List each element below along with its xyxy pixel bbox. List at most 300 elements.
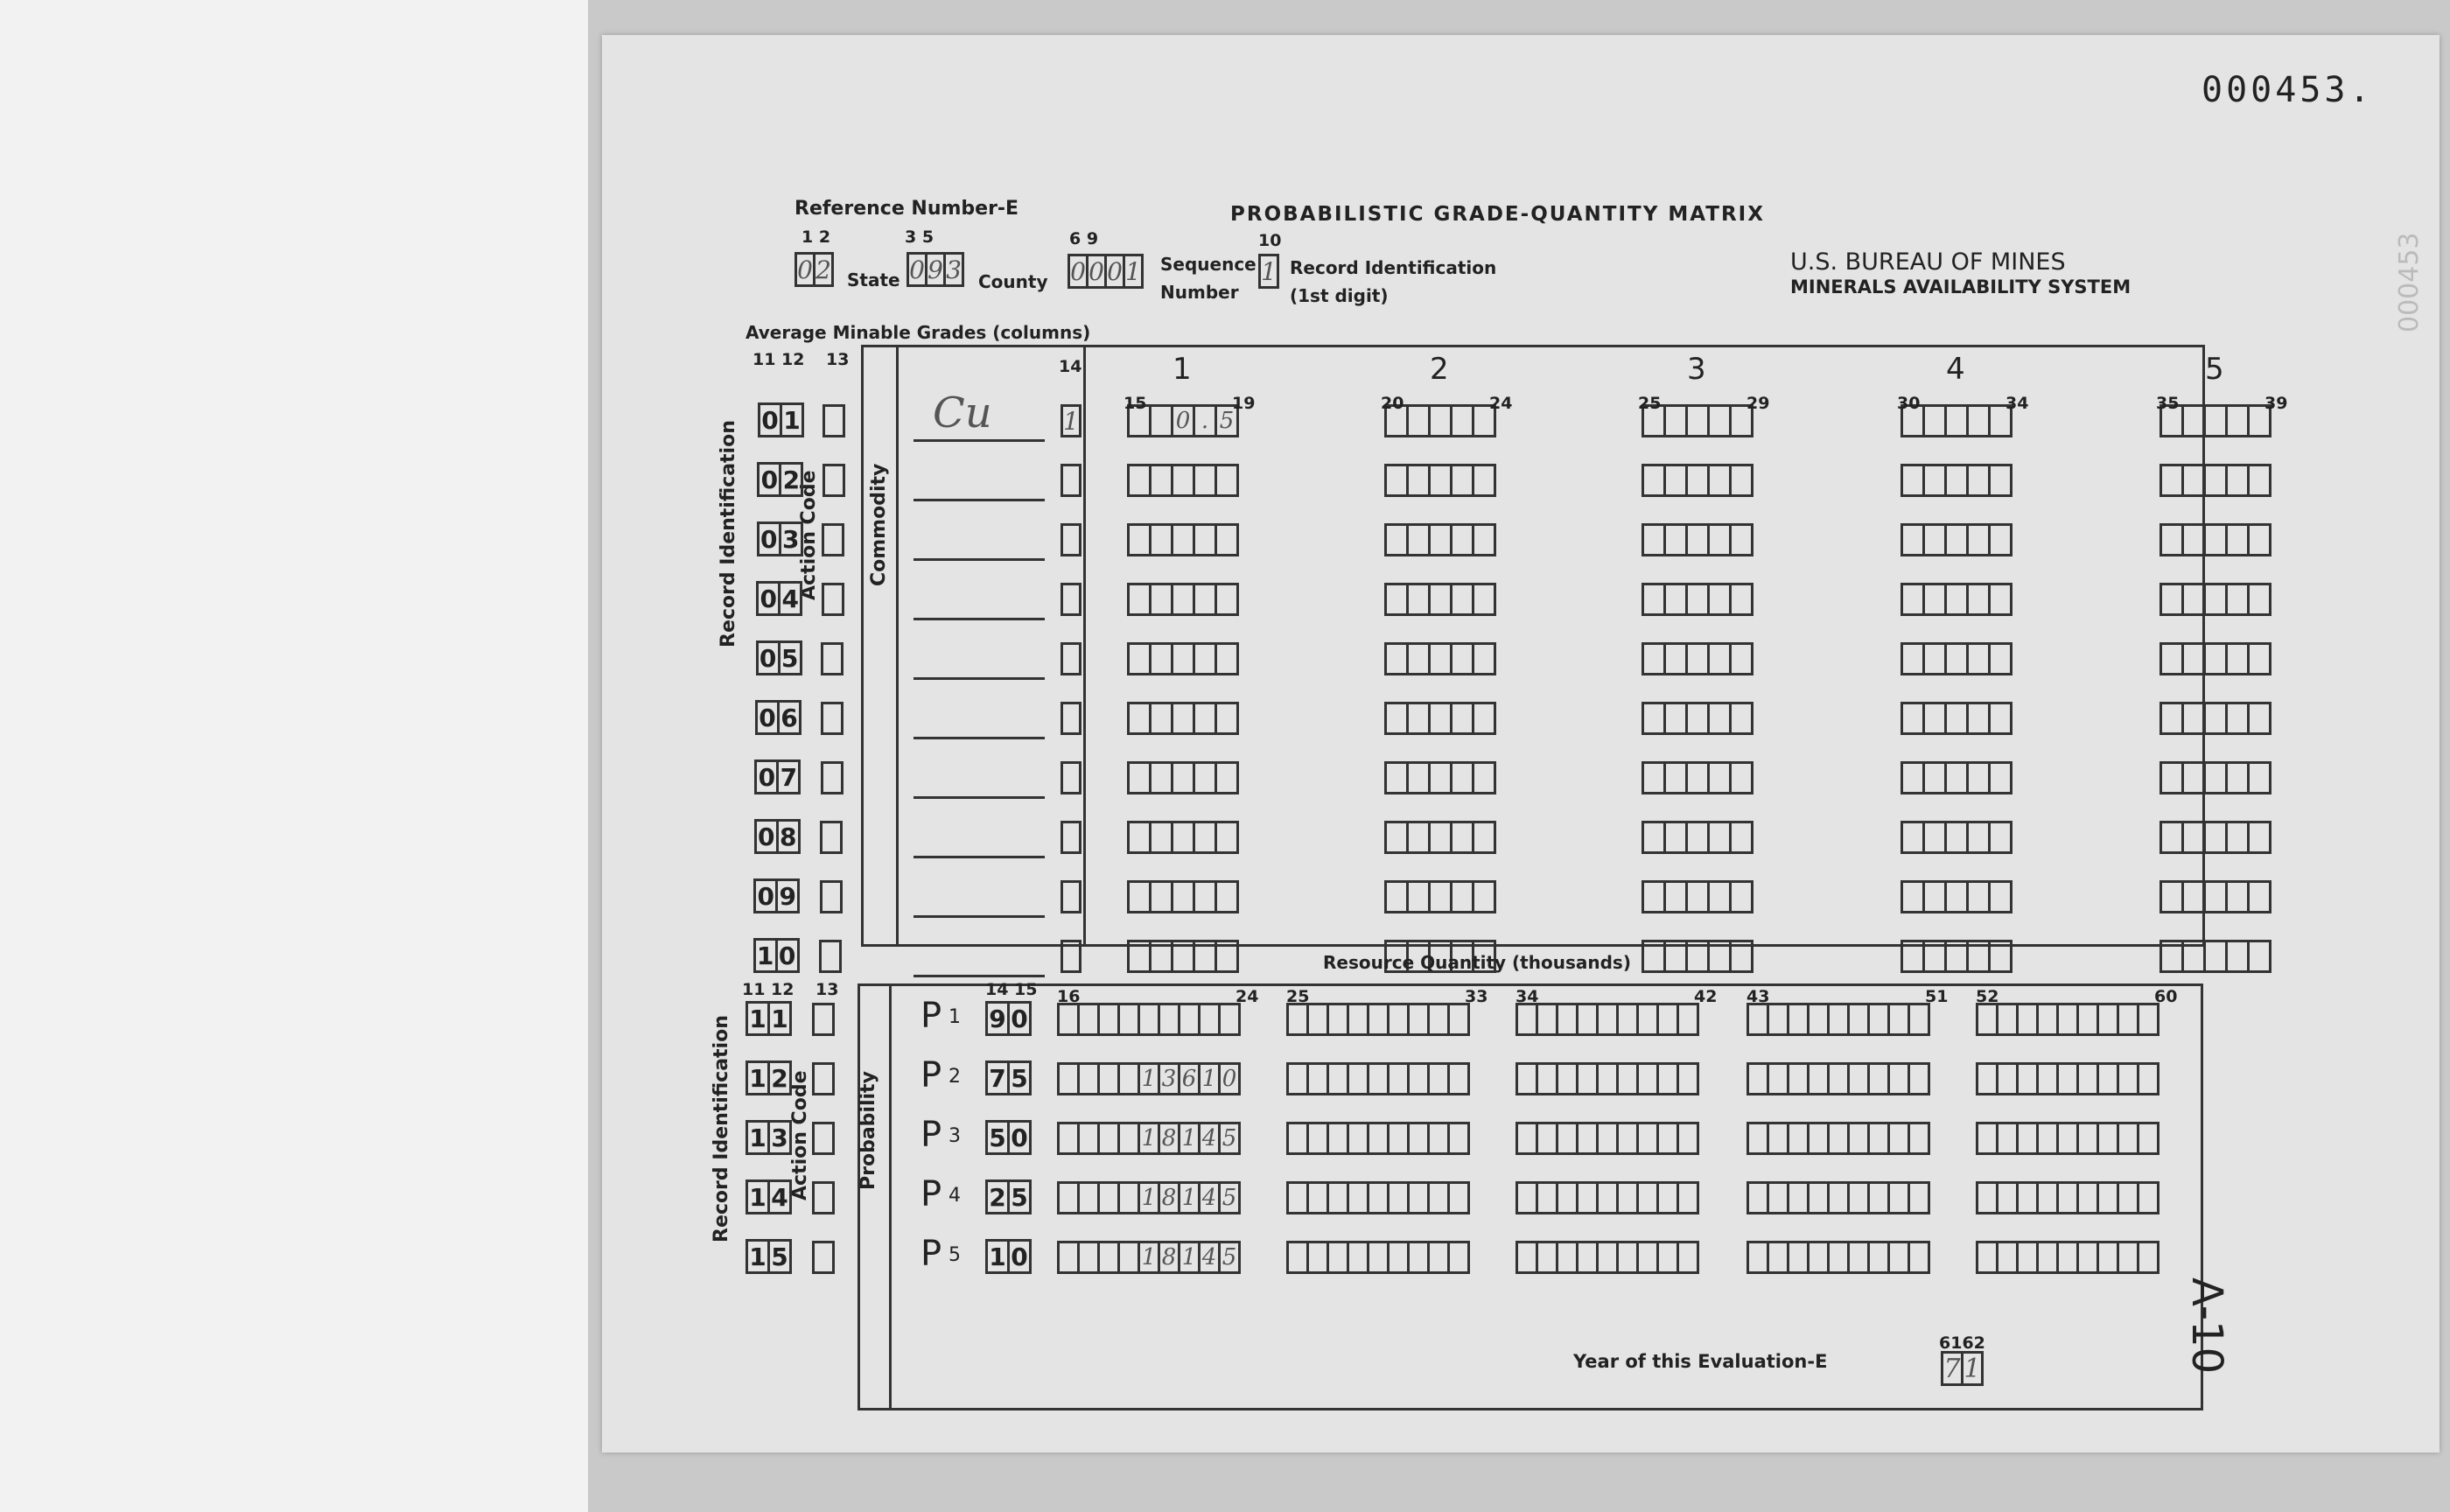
grade-cell[interactable] (2247, 821, 2272, 854)
grade-cell[interactable] (2225, 404, 2250, 438)
grade-cell[interactable] (1193, 821, 1217, 854)
quantity-action-code-box[interactable] (812, 1181, 835, 1214)
grade-cell[interactable] (1944, 642, 1969, 676)
grade-cell[interactable] (2225, 523, 2250, 556)
grade-cell[interactable] (2160, 761, 2184, 794)
quantity-cell[interactable]: 1 (1178, 1122, 1200, 1155)
grade-cell[interactable] (1707, 940, 1732, 973)
grade-field[interactable] (1642, 761, 1754, 794)
grade-cell[interactable] (1406, 523, 1431, 556)
grade-field[interactable] (1642, 642, 1754, 676)
grade-cell[interactable] (1384, 523, 1409, 556)
sequence-cell[interactable]: 1 (1123, 254, 1144, 289)
grade-cell[interactable] (1729, 821, 1754, 854)
grade-cell[interactable] (1729, 523, 1754, 556)
quantity-field[interactable] (1746, 1062, 1930, 1096)
quantity-cell[interactable]: 1 (1138, 1241, 1160, 1274)
grade-field[interactable] (1900, 464, 2012, 497)
grade-cell[interactable] (1642, 821, 1666, 854)
grade-field[interactable] (1384, 583, 1496, 616)
grade-field[interactable] (1642, 583, 1754, 616)
grade-cell[interactable] (2247, 583, 2272, 616)
grade-cell[interactable] (1944, 583, 1969, 616)
grade-field[interactable] (2160, 583, 2272, 616)
grade-cell[interactable] (1472, 880, 1496, 914)
grade-cell[interactable] (1900, 880, 1925, 914)
grade-action-code-box[interactable] (821, 642, 844, 676)
grade-cell[interactable] (1642, 880, 1666, 914)
grade-cell[interactable] (1406, 404, 1431, 438)
grade-cell[interactable] (1428, 464, 1452, 497)
grade-cell[interactable] (1149, 583, 1173, 616)
grade-cell[interactable] (2181, 702, 2206, 735)
county-cell[interactable]: 9 (925, 252, 946, 287)
grade-cell[interactable] (1966, 880, 1991, 914)
commodity-entry-line[interactable] (914, 975, 1045, 977)
commodity-entry-line[interactable] (914, 677, 1045, 680)
grade-cell[interactable] (1944, 821, 1969, 854)
commodity-code-box[interactable] (1060, 583, 1082, 616)
commodity-entry-line[interactable] (914, 439, 1045, 442)
grade-cell[interactable] (1944, 523, 1969, 556)
grade-field[interactable] (1384, 702, 1496, 735)
grade-field[interactable] (1127, 523, 1239, 556)
commodity-code-box[interactable] (1060, 523, 1082, 556)
grade-cell[interactable] (1685, 583, 1710, 616)
grade-cell[interactable] (1127, 880, 1152, 914)
grade-cell[interactable] (1214, 642, 1239, 676)
grade-cell[interactable] (1450, 821, 1474, 854)
grade-cell[interactable] (2160, 821, 2184, 854)
grade-action-code-box[interactable] (821, 761, 844, 794)
quantity-cell[interactable] (1908, 1181, 1930, 1214)
grade-cell[interactable] (1988, 583, 2012, 616)
grade-cell[interactable] (2247, 702, 2272, 735)
grade-cell[interactable] (1944, 880, 1969, 914)
grade-cell[interactable] (1450, 702, 1474, 735)
grade-action-code-box[interactable] (820, 880, 843, 914)
grade-cell[interactable]: 5 (1214, 404, 1239, 438)
grade-cell[interactable] (1472, 523, 1496, 556)
quantity-field[interactable] (1286, 1181, 1470, 1214)
grade-cell[interactable] (1944, 404, 1969, 438)
grade-cell[interactable] (2203, 880, 2228, 914)
grade-cell[interactable] (2247, 642, 2272, 676)
quantity-cell[interactable] (1447, 1062, 1470, 1096)
quantity-field[interactable] (1976, 1062, 2160, 1096)
quantity-action-code-box[interactable] (812, 1003, 835, 1036)
quantity-cell[interactable] (2137, 1241, 2160, 1274)
grade-cell[interactable] (1663, 761, 1688, 794)
grade-cell[interactable] (1384, 702, 1409, 735)
quantity-cell[interactable] (2137, 1181, 2160, 1214)
grade-cell[interactable] (1428, 642, 1452, 676)
grade-field[interactable] (1642, 940, 1754, 973)
grade-cell[interactable] (1127, 940, 1152, 973)
grade-cell[interactable] (1149, 880, 1173, 914)
grade-cell[interactable] (1663, 404, 1688, 438)
grade-cell[interactable] (2160, 523, 2184, 556)
grade-cell[interactable] (1663, 821, 1688, 854)
grade-cell[interactable] (2181, 523, 2206, 556)
grade-cell[interactable] (1966, 583, 1991, 616)
grade-field[interactable] (1127, 583, 1239, 616)
grade-field[interactable] (1127, 940, 1239, 973)
grade-cell[interactable] (1642, 761, 1666, 794)
grade-cell[interactable] (1642, 583, 1666, 616)
grade-field[interactable] (1384, 642, 1496, 676)
grade-cell[interactable] (1406, 642, 1431, 676)
grade-cell[interactable] (2203, 761, 2228, 794)
grade-cell[interactable] (1663, 642, 1688, 676)
grade-cell[interactable] (1988, 523, 2012, 556)
grade-action-code-box[interactable] (822, 464, 845, 497)
grade-cell[interactable] (2181, 404, 2206, 438)
commodity-code-box[interactable] (1060, 821, 1082, 854)
grade-field[interactable] (1900, 523, 2012, 556)
grade-cell[interactable] (1685, 702, 1710, 735)
commodity-entry-line[interactable] (914, 558, 1045, 561)
grade-field[interactable] (1642, 523, 1754, 556)
grade-cell[interactable] (1127, 761, 1152, 794)
grade-cell[interactable] (1171, 464, 1195, 497)
grade-cell[interactable] (1406, 464, 1431, 497)
grade-cell[interactable] (1193, 523, 1217, 556)
grade-cell[interactable] (2247, 940, 2272, 973)
quantity-field[interactable] (1746, 1181, 1930, 1214)
state-field[interactable] (794, 252, 834, 287)
grade-cell[interactable] (1193, 464, 1217, 497)
grade-cell[interactable] (1642, 940, 1666, 973)
grade-cell[interactable] (1428, 702, 1452, 735)
grade-cell[interactable] (1685, 642, 1710, 676)
quantity-field[interactable] (1976, 1003, 2160, 1036)
quantity-cell[interactable]: 5 (1218, 1122, 1241, 1155)
commodity-entry-line[interactable] (914, 737, 1045, 739)
grade-cell[interactable] (1685, 940, 1710, 973)
grade-cell[interactable] (1729, 583, 1754, 616)
grade-cell[interactable] (1707, 702, 1732, 735)
quantity-field[interactable] (1976, 1122, 2160, 1155)
grade-cell[interactable] (2225, 880, 2250, 914)
grade-cell[interactable] (1922, 583, 1947, 616)
grade-cell[interactable] (1988, 880, 2012, 914)
grade-cell[interactable] (1149, 404, 1173, 438)
quantity-cell[interactable]: 5 (1218, 1241, 1241, 1274)
quantity-cell[interactable] (2137, 1003, 2160, 1036)
quantity-field[interactable] (1516, 1181, 1699, 1214)
grade-cell[interactable] (1900, 821, 1925, 854)
grade-cell[interactable] (1428, 761, 1452, 794)
grade-cell[interactable] (1450, 761, 1474, 794)
quantity-field[interactable] (1516, 1122, 1699, 1155)
grade-cell[interactable] (1922, 523, 1947, 556)
quantity-field[interactable] (1286, 1062, 1470, 1096)
quantity-cell[interactable] (2137, 1062, 2160, 1096)
grade-cell[interactable] (1922, 464, 1947, 497)
quantity-cell[interactable]: 1 (1178, 1181, 1200, 1214)
grade-cell[interactable] (2160, 583, 2184, 616)
quantity-cell[interactable]: 4 (1198, 1241, 1221, 1274)
grade-cell[interactable] (1171, 761, 1195, 794)
commodity-code-box[interactable] (1060, 642, 1082, 676)
commodity-code-box[interactable] (1060, 761, 1082, 794)
grade-cell[interactable] (2225, 940, 2250, 973)
grade-cell[interactable] (2181, 880, 2206, 914)
grade-cell[interactable] (2225, 642, 2250, 676)
grade-cell[interactable] (1450, 464, 1474, 497)
quantity-cell[interactable] (1908, 1003, 1930, 1036)
grade-cell[interactable] (1729, 464, 1754, 497)
quantity-field[interactable] (1057, 1122, 1241, 1155)
grade-cell[interactable] (1966, 464, 1991, 497)
grade-cell[interactable] (1966, 702, 1991, 735)
grade-cell[interactable] (1707, 523, 1732, 556)
quantity-field[interactable] (1746, 1003, 1930, 1036)
commodity-entry-line[interactable] (914, 499, 1045, 501)
grade-cell[interactable] (1214, 940, 1239, 973)
quantity-field[interactable] (1057, 1003, 1241, 1036)
quantity-action-code-box[interactable] (812, 1122, 835, 1155)
quantity-action-code-box[interactable] (812, 1062, 835, 1096)
grade-field[interactable] (1642, 702, 1754, 735)
grade-cell[interactable] (2160, 642, 2184, 676)
grade-cell[interactable] (1707, 404, 1732, 438)
grade-cell[interactable] (2181, 940, 2206, 973)
grade-cell[interactable] (1966, 761, 1991, 794)
grade-cell[interactable] (2203, 404, 2228, 438)
grade-field[interactable] (1384, 464, 1496, 497)
grade-cell[interactable] (1171, 583, 1195, 616)
quantity-field[interactable] (1516, 1062, 1699, 1096)
quantity-field[interactable] (1516, 1241, 1699, 1274)
grade-cell[interactable] (2203, 702, 2228, 735)
grade-cell[interactable] (1450, 642, 1474, 676)
grade-cell[interactable] (2181, 821, 2206, 854)
grade-cell[interactable] (1149, 464, 1173, 497)
sequence-field[interactable] (1068, 254, 1144, 289)
grade-cell[interactable] (1450, 880, 1474, 914)
grade-action-code-box[interactable] (822, 523, 844, 556)
grade-cell[interactable] (1450, 404, 1474, 438)
grade-cell[interactable] (1922, 821, 1947, 854)
grade-cell[interactable] (1922, 880, 1947, 914)
grade-cell[interactable] (2203, 523, 2228, 556)
grade-cell[interactable] (1127, 642, 1152, 676)
quantity-cell[interactable] (2137, 1122, 2160, 1155)
grade-cell[interactable] (1663, 464, 1688, 497)
quantity-cell[interactable]: 4 (1198, 1181, 1221, 1214)
grade-cell[interactable] (1171, 523, 1195, 556)
grade-cell[interactable] (1214, 702, 1239, 735)
grade-cell[interactable] (1685, 761, 1710, 794)
grade-cell[interactable] (2203, 642, 2228, 676)
quantity-field[interactable] (1057, 1181, 1241, 1214)
quantity-cell[interactable]: 0 (1218, 1062, 1241, 1096)
county-cell[interactable]: 0 (906, 252, 928, 287)
state-cell[interactable]: 0 (794, 252, 816, 287)
grade-cell[interactable] (1406, 880, 1431, 914)
grade-cell[interactable] (2225, 702, 2250, 735)
county-cell[interactable]: 3 (943, 252, 964, 287)
grade-cell[interactable] (1685, 404, 1710, 438)
commodity-code-box[interactable] (1060, 702, 1082, 735)
quantity-field[interactable] (1746, 1241, 1930, 1274)
quantity-field[interactable] (1976, 1181, 2160, 1214)
grade-cell[interactable] (1988, 761, 2012, 794)
grade-cell[interactable] (1707, 464, 1732, 497)
grade-cell[interactable] (1428, 821, 1452, 854)
grade-cell[interactable] (1988, 821, 2012, 854)
quantity-cell[interactable]: 1 (1138, 1181, 1160, 1214)
quantity-cell[interactable] (1447, 1122, 1470, 1155)
grade-cell[interactable] (1384, 880, 1409, 914)
grade-cell[interactable] (1900, 464, 1925, 497)
grade-cell[interactable] (1149, 940, 1173, 973)
grade-cell[interactable] (2203, 940, 2228, 973)
quantity-field[interactable] (1976, 1241, 2160, 1274)
grade-cell[interactable] (1900, 702, 1925, 735)
quantity-action-code-box[interactable] (812, 1241, 835, 1274)
grade-field[interactable] (1384, 880, 1496, 914)
commodity-code-box[interactable]: 1 (1060, 404, 1082, 438)
quantity-field[interactable] (1286, 1003, 1470, 1036)
grade-field[interactable] (1900, 880, 2012, 914)
grade-action-code-box[interactable] (820, 821, 843, 854)
grade-field[interactable] (1127, 821, 1239, 854)
grade-cell[interactable] (1406, 821, 1431, 854)
quantity-field[interactable] (1286, 1122, 1470, 1155)
grade-field[interactable] (1900, 583, 2012, 616)
grade-cell[interactable] (1966, 940, 1991, 973)
grade-cell[interactable] (1900, 583, 1925, 616)
grade-cell[interactable] (1685, 821, 1710, 854)
grade-cell[interactable] (1127, 821, 1152, 854)
grade-field[interactable] (1127, 761, 1239, 794)
grade-cell[interactable] (1384, 464, 1409, 497)
grade-cell[interactable] (1428, 583, 1452, 616)
quantity-cell[interactable]: 1 (1178, 1241, 1200, 1274)
grade-cell[interactable] (1214, 583, 1239, 616)
grade-field[interactable] (1127, 642, 1239, 676)
grade-cell[interactable] (1214, 761, 1239, 794)
grade-cell[interactable] (1729, 761, 1754, 794)
grade-cell[interactable] (1966, 821, 1991, 854)
grade-cell[interactable] (1472, 464, 1496, 497)
grade-cell[interactable] (1193, 761, 1217, 794)
quantity-cell[interactable]: 1 (1138, 1122, 1160, 1155)
grade-cell[interactable] (1685, 464, 1710, 497)
grade-cell[interactable] (1193, 642, 1217, 676)
grade-cell[interactable]: 0 (1171, 404, 1195, 438)
grade-cell[interactable] (1384, 583, 1409, 616)
quantity-cell[interactable]: 6 (1178, 1062, 1200, 1096)
grade-cell[interactable] (1193, 940, 1217, 973)
grade-cell[interactable] (2247, 464, 2272, 497)
sequence-cell[interactable]: 0 (1068, 254, 1088, 289)
grade-cell[interactable] (1707, 880, 1732, 914)
grade-cell[interactable] (1406, 583, 1431, 616)
grade-cell[interactable] (1193, 880, 1217, 914)
grade-cell[interactable] (1944, 702, 1969, 735)
grade-cell[interactable] (2247, 880, 2272, 914)
grade-cell[interactable] (1127, 464, 1152, 497)
grade-cell[interactable] (1472, 821, 1496, 854)
grade-cell[interactable] (1214, 880, 1239, 914)
grade-cell[interactable] (1922, 404, 1947, 438)
grade-field[interactable] (1127, 464, 1239, 497)
grade-cell[interactable] (1729, 702, 1754, 735)
grade-cell[interactable] (1988, 702, 2012, 735)
grade-cell[interactable] (2181, 583, 2206, 616)
grade-cell[interactable] (2203, 464, 2228, 497)
grade-cell[interactable] (1428, 404, 1452, 438)
quantity-field[interactable] (1516, 1003, 1699, 1036)
grade-field[interactable] (2160, 642, 2272, 676)
grade-cell[interactable] (2247, 523, 2272, 556)
grade-cell[interactable] (1729, 642, 1754, 676)
commodity-entry-line[interactable] (914, 915, 1045, 918)
grade-cell[interactable]: . (1193, 404, 1217, 438)
grade-cell[interactable] (1171, 821, 1195, 854)
grade-field[interactable] (1384, 761, 1496, 794)
quantity-field[interactable] (1057, 1062, 1241, 1096)
grade-field[interactable] (1900, 702, 2012, 735)
grade-cell[interactable] (1428, 523, 1452, 556)
grade-field[interactable] (2160, 523, 2272, 556)
grade-field[interactable] (2160, 761, 2272, 794)
grade-field[interactable] (1900, 761, 2012, 794)
grade-cell[interactable] (1685, 880, 1710, 914)
grade-cell[interactable] (1472, 702, 1496, 735)
grade-cell[interactable] (1922, 702, 1947, 735)
quantity-cell[interactable] (1908, 1122, 1930, 1155)
grade-cell[interactable] (1900, 523, 1925, 556)
grade-cell[interactable] (1171, 642, 1195, 676)
grade-cell[interactable] (1214, 523, 1239, 556)
grade-cell[interactable] (1900, 761, 1925, 794)
commodity-code-box[interactable] (1060, 464, 1082, 497)
grade-cell[interactable] (2225, 761, 2250, 794)
grade-cell[interactable] (1149, 761, 1173, 794)
quantity-cell[interactable] (1447, 1241, 1470, 1274)
grade-cell[interactable] (1729, 940, 1754, 973)
grade-cell[interactable] (1384, 642, 1409, 676)
grade-cell[interactable] (2203, 583, 2228, 616)
grade-field[interactable] (1900, 940, 2012, 973)
record-id-field[interactable] (1258, 254, 1279, 289)
grade-field[interactable] (1642, 821, 1754, 854)
grade-cell[interactable] (1685, 523, 1710, 556)
grade-cell[interactable] (1922, 940, 1947, 973)
grade-cell[interactable] (1214, 821, 1239, 854)
grade-cell[interactable] (1406, 702, 1431, 735)
grade-cell[interactable] (1729, 880, 1754, 914)
quantity-cell[interactable] (1676, 1003, 1699, 1036)
year-cell[interactable]: 7 (1941, 1351, 1964, 1386)
quantity-cell[interactable] (1676, 1241, 1699, 1274)
grade-cell[interactable] (1149, 642, 1173, 676)
grade-cell[interactable] (1988, 464, 2012, 497)
commodity-code-box[interactable] (1060, 940, 1082, 973)
grade-field[interactable] (2160, 464, 2272, 497)
grade-cell[interactable] (1127, 583, 1152, 616)
grade-action-code-box[interactable] (822, 583, 844, 616)
grade-cell[interactable] (2203, 821, 2228, 854)
grade-cell[interactable] (1428, 880, 1452, 914)
quantity-field[interactable] (1057, 1241, 1241, 1274)
grade-cell[interactable] (1922, 761, 1947, 794)
